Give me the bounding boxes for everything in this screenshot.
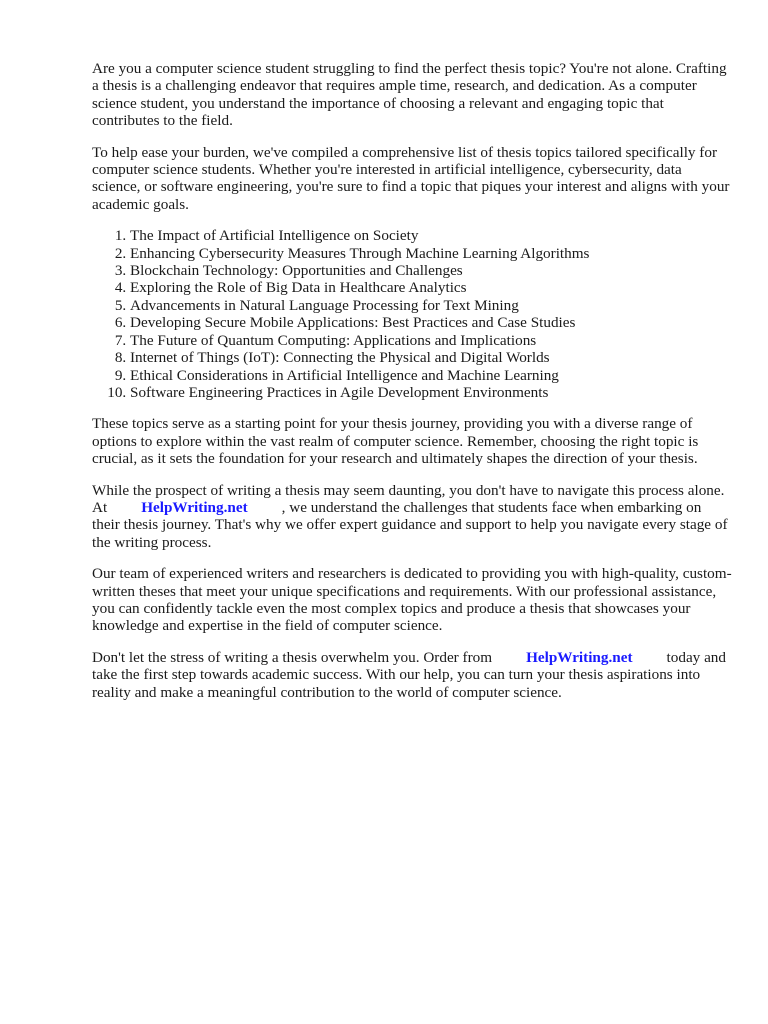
list-item: 8. Internet of Things (IoT): Connecting the Physical and Digital Worlds — [130, 349, 732, 366]
list-item: 4. Exploring the Role of Big Data in Healthcare Analytics — [130, 279, 732, 296]
call-to-action-paragraph — [92, 649, 732, 701]
cta-text-before: Don't let the stress of writing a thesis overwhelm you. Order from — [92, 648, 493, 666]
guidance-text-before: While the prospect of writing a thesis may seem daunting, you don't have to navigate this process alone. At — [92, 481, 725, 516]
starting-point-paragraph: These topics serve as a starting point for your thesis journey, providing you with a diverse range of options to explore within the vast realm of computer science. Remember, choosing the right topic is crucial, as it sets the foundation for your research and ultimately shapes the direction of your thesis. — [92, 415, 699, 468]
cta-text-after: today and take the first step towards academic success. With our help, you can turn your thesis aspirations into reality and make a meaningful contribution to the world of computer science. — [92, 648, 726, 701]
helpwriting-link[interactable]: HelpWriting.net — [526, 648, 633, 666]
list-item: 1. The Impact of Artificial Intelligence on Society — [130, 227, 732, 244]
intro-paragraph: Are you a computer science student struggling to find the perfect thesis topic? You're not alone. Crafting a thesis is a challenging endeavor that requires ample time, research, and dedication. As a computer science student, you understand the importance of choosing a relevant and engaging topic that contributes to the field. — [92, 60, 727, 130]
list-item: 6. Developing Secure Mobile Applications: Best Practices and Case Studies — [130, 314, 732, 331]
topics-intro-paragraph: To help ease your burden, we've compiled a comprehensive list of thesis topics tailored specifically for computer science students. Whether you're interested in artificial intelligence, cybersecurity, data science, or software engineering, you're sure to find a topic that piques your interest and aligns with your academic goals. — [92, 143, 730, 213]
guidance-paragraph — [92, 482, 732, 552]
helpwriting-link[interactable]: HelpWriting.net — [141, 498, 248, 516]
list-item: 10. Software Engineering Practices in Agile Development Environments — [130, 384, 732, 401]
list-item: 2. Enhancing Cybersecurity Measures Through Machine Learning Algorithms — [130, 245, 732, 262]
list-item: 7. The Future of Quantum Computing: Applications and Implications — [130, 332, 732, 349]
list-item: 3. Blockchain Technology: Opportunities and Challenges — [130, 262, 732, 279]
thesis-topics-list — [92, 227, 732, 401]
document-page — [92, 60, 732, 715]
guidance-text-after: , we understand the challenges that students face when embarking on their thesis journey. That's why we offer expert guidance and support to help you navigate every stage of the writing process. — [92, 498, 728, 551]
team-paragraph: Our team of experienced writers and researchers is dedicated to providing you with high-quality, custom-written theses that meet your unique specifications and requirements. With our professional assistance, you can confidently tackle even the most complex topics and produce a thesis that showcases your knowledge and expertise in the field of computer science. — [92, 565, 732, 635]
list-item: 5. Advancements in Natural Language Processing for Text Mining — [130, 297, 732, 314]
list-item: 9. Ethical Considerations in Artificial Intelligence and Machine Learning — [130, 367, 732, 384]
